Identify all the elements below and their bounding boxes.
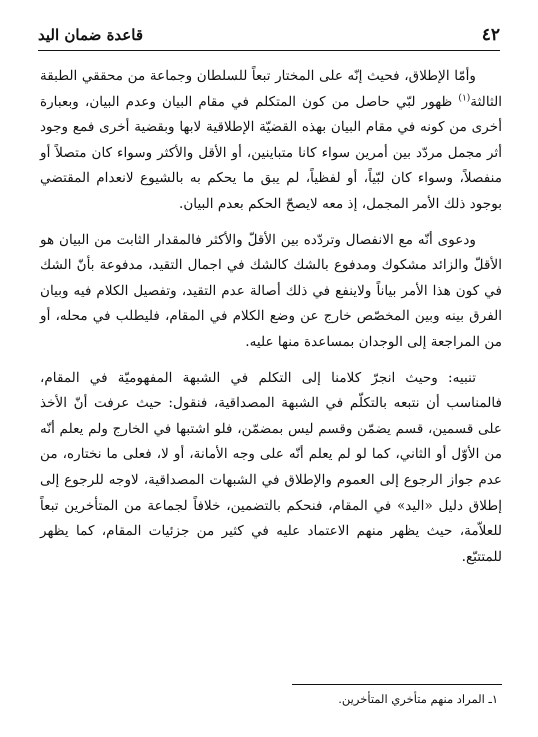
paragraph-1-part-b: ظهور لبّي حاصل من كون المتكلم في مقام البيان وعدم البيان، وبعبارة أخرى من كونه في مقام البيان بهذه القضيّة الإطلاقية لابها وبقضية أخرى فمع وجود أثر مجمل مردّد بين أمرين سواء كانا متباينين، أو الأقل والأكثر وسواء كان متصلاً أو منفصلاً، وسواء كان لبّياً، أو لفظياً، لم يبق ما يحكم به بالشيوع لانعدام المقتضي بوجود ذلك الأمر المجمل، إذ معه لايصحّ الحكم بعدم البيان.	[40, 93, 502, 212]
running-title: قاعدة ضمان اليد	[38, 26, 143, 44]
page-header	[38, 22, 500, 48]
paragraph-1	[40, 64, 502, 218]
footnote: ١ـ المراد منهم متأخري المتأخرين.	[338, 692, 498, 706]
paragraph-2: ودعوى أنّه مع الانفصال وتردّده بين الأقلّ والأكثر فالمقدار الثابت من البيان هو الأقلّ والزائد مشكوك ومدفوع بالشك كالشك في اجمال التقيد، مدفوعة بأنّ الشك في كون هذا الأمر بياناً ولاينفع في ذلك أصالة عدم التقيد، وتفصيل الكلام فيه وبيان الفرق بينه وبين المخصّص خارج عن وضع الكلام في المقام، فليطلب في محله، أو من المراجعة إلى الوجدان بمساعدة منها عليه.	[40, 231, 502, 350]
paragraph-3: تنبيه: وحيث انجرّ كلامنا إلى التكلم في الشبهة المفهوميّة في المقام، فالمناسب أن نتبعه بالتكلّم في الشبهة المصداقية، فنقول: حيث عرفت أنّ الأخذ على قسمين، قسم يضمّن وقسم ليس بمضمّن، فلو اشتبها في الخارج ولم يعلم أنّه من الأوّل أو الثاني، كما لو لم يعلم أنّه على وجه الأمانة، أو لا، فعلى ما نختاره، من عدم جواز الرجوع إلى العموم والإطلاق في الشبهات المصداقية، لاوجه للرجوع إلى إطلاق دليل «اليد» في المقام، فنحكم بالتضمين، خلافاً لجماعة من المتأخرين تبعاً للعلاّمة، حيث يظهر منهم الاعتماد عليه في كثير من جزئيات المقام، كما يظهر للمتتبّع.	[40, 369, 502, 565]
header-rule	[38, 50, 500, 51]
paragraph-1-part-a: وأمّا الإطلاق، فحيث إنّه على المختار تبعاً للسلطان وجماعة من محققي الطبقة الثالثة	[40, 68, 502, 110]
footnote-rule	[292, 684, 502, 685]
page-number: ٤٢	[481, 25, 500, 45]
body-text	[40, 64, 502, 570]
footnote-ref: (١)	[458, 93, 471, 104]
